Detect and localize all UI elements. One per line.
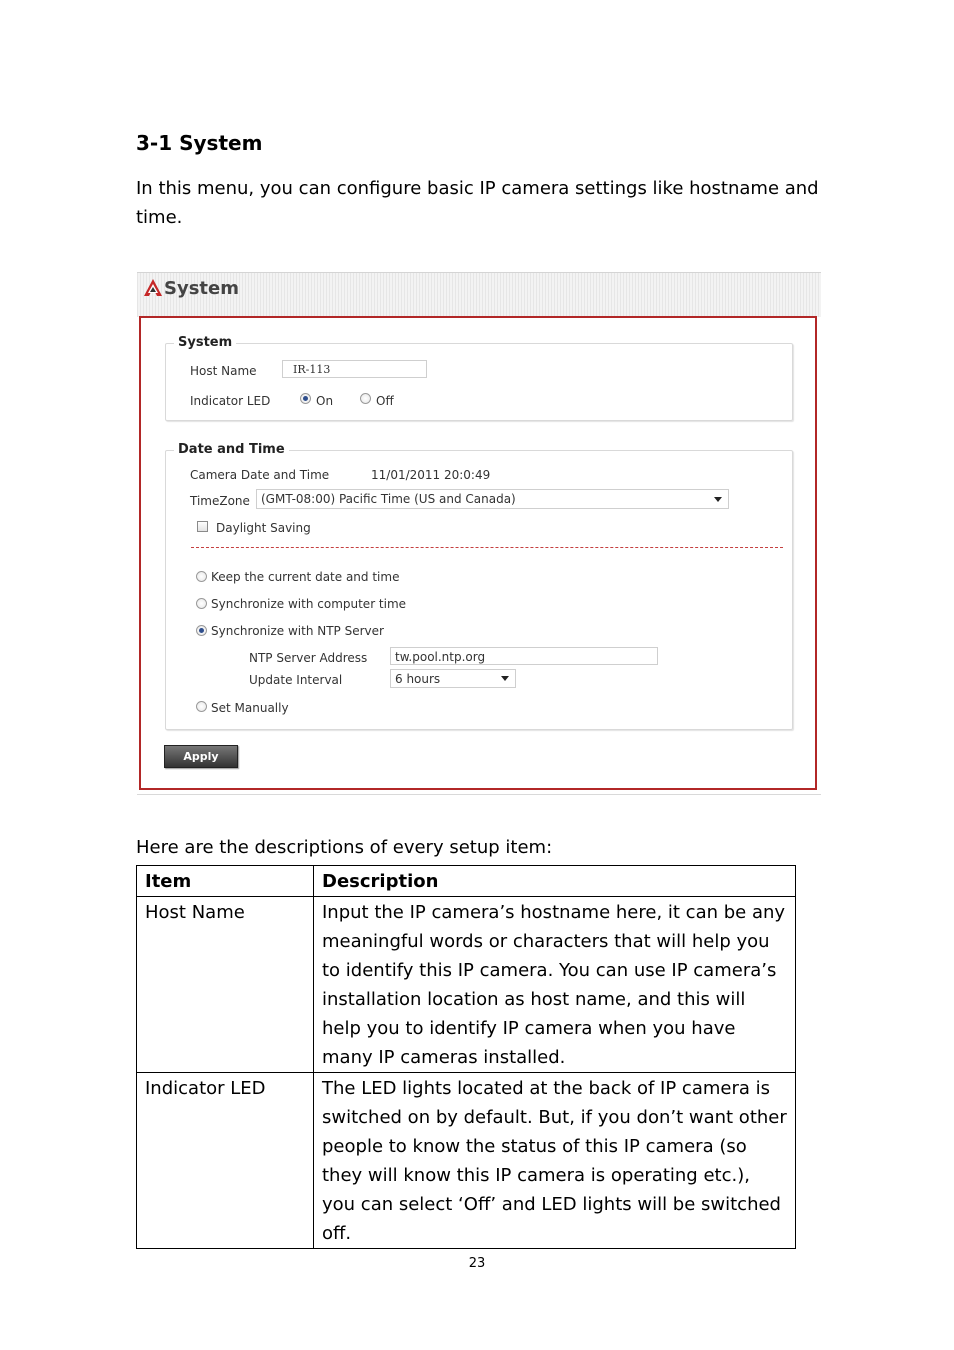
ntp-address-label: NTP Server Address [249,651,368,665]
page-number: 23 [468,1256,486,1271]
daylight-saving-label: Daylight Saving [216,521,311,535]
panel-header [137,272,821,317]
sync-computer-label: Synchronize with computer time [211,597,407,611]
header-description: Description [314,866,796,897]
sync-keep-radio[interactable] [196,571,207,582]
date-time-group [165,442,793,730]
camera-date-label: Camera Date and Time [190,468,330,482]
sync-ntp-radio[interactable] [196,625,207,636]
section-divider [191,547,783,548]
chevron-down-icon [501,676,509,681]
daylight-saving-checkbox[interactable] [197,521,208,532]
panel-title: System [164,278,239,299]
header-item: Item [137,866,314,897]
timezone-value: (GMT-08:00) Pacific Time (US and Canada) [261,492,516,506]
row-description: Input the IP camera’s hostname here, it can be any meaningful words or characters that will help you to identify this IP camera. You can use IP camera’s installation location as host name, and this will help you to identify IP camera when you have many IP cameras installed. [314,897,796,1073]
update-interval-label: Update Interval [249,673,343,687]
camera-brand-logo-icon [143,278,163,300]
update-interval-select[interactable] [390,669,516,688]
table-header-row [137,866,796,897]
update-interval-value: 6 hours [395,672,441,686]
apply-button[interactable]: Apply [164,745,238,768]
led-off-label: Off [376,394,394,408]
system-legend: System [174,335,236,350]
chevron-down-icon [714,497,722,502]
row-item: Host Name [137,897,314,1073]
sync-ntp-label: Synchronize with NTP Server [211,624,384,638]
row-item: Indicator LED [137,1073,314,1249]
set-manually-label: Set Manually [211,701,289,715]
led-off-radio[interactable] [360,393,371,404]
intro-paragraph: In this menu, you can configure basic IP camera settings like hostname and time. [136,178,819,228]
date-time-legend: Date and Time [174,442,289,457]
ntp-address-input[interactable]: tw.pool.ntp.org [390,647,658,665]
sync-keep-label: Keep the current date and time [211,570,400,584]
system-group [165,335,793,421]
table-intro: Here are the descriptions of every setup item: [136,837,553,858]
description-table [136,865,796,1249]
section-heading: 3-1 System [136,131,263,155]
row-description: The LED lights located at the back of IP camera is switched on by default. But, if you don’t want other people to know the status of this IP camera (so they will know this IP camera is operating etc.), you can select ‘Off’ and LED lights will be switched off. [314,1073,796,1249]
led-on-radio[interactable] [300,393,311,404]
table-row [137,1073,796,1249]
sync-computer-radio[interactable] [196,598,207,609]
timezone-label: TimeZone [190,494,250,508]
indicator-led-label: Indicator LED [190,394,271,408]
set-manually-radio[interactable] [196,701,207,712]
camera-date-value: 11/01/2011 20:0:49 [371,468,491,482]
settings-form [139,316,817,790]
host-name-label: Host Name [190,364,257,378]
table-row [137,897,796,1073]
timezone-select[interactable] [256,489,729,509]
host-name-input[interactable]: IR-113 [282,360,427,378]
led-on-label: On [316,394,334,408]
system-settings-screenshot [137,272,821,795]
